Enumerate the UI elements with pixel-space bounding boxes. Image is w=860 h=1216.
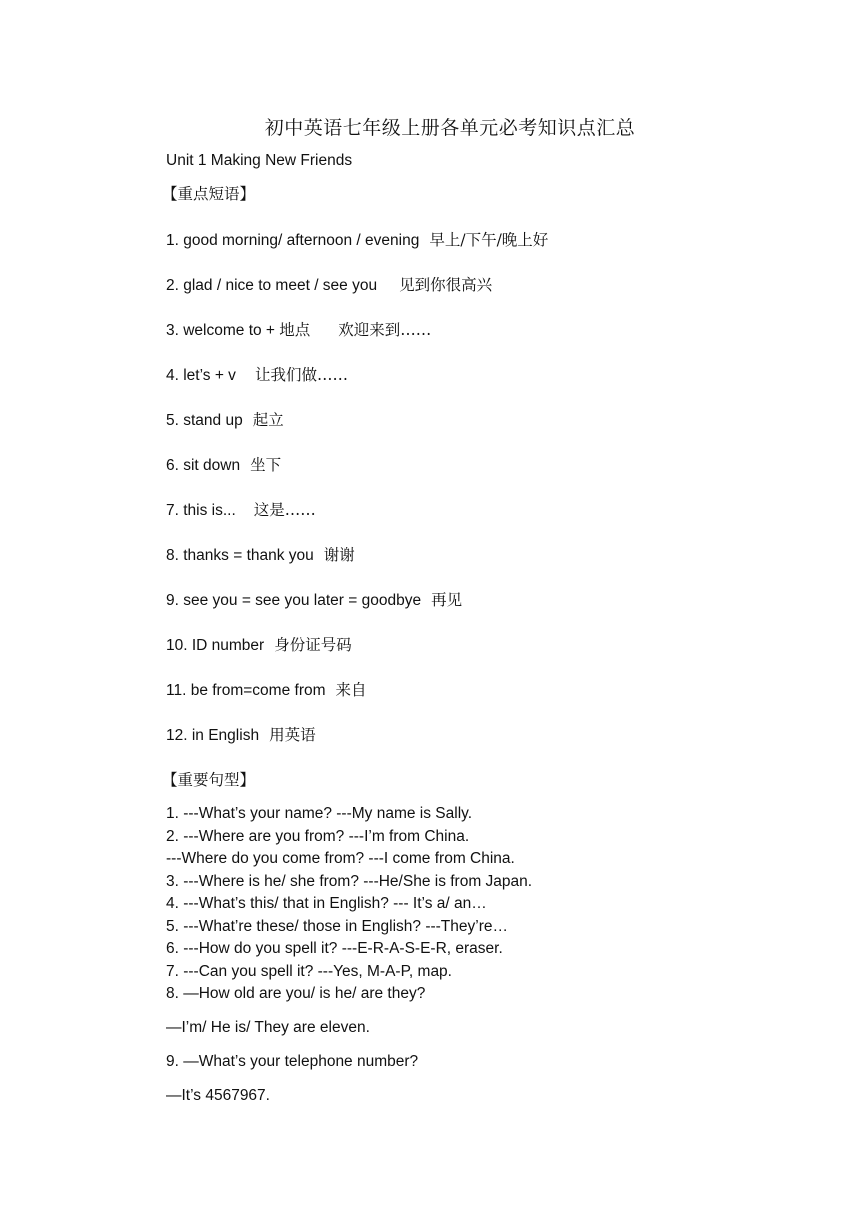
phrase-en: 6. sit down <box>166 457 241 474</box>
phrase-item <box>166 230 548 251</box>
phrase-cn: 让我们做…… <box>254 366 348 384</box>
phrase-en: 3. welcome to + 地点 <box>166 322 311 339</box>
phrase-en: 7. this is... <box>166 502 236 519</box>
phrase-cn: 早上/下午/晚上好 <box>429 231 549 249</box>
phrase-en: 10. ID number <box>166 637 265 654</box>
phrase-en: 11. be from=come from <box>166 682 326 699</box>
sentence-item: 3. ---Where is he/ she from? ---He/She is from Japan. <box>166 873 533 890</box>
sentences-heading: 【重要句型】 <box>162 771 256 789</box>
sentence-item: 1. ---What’s your name? ---My name is Sally. <box>166 805 473 822</box>
phrase-item <box>166 500 316 521</box>
phrase-item <box>166 725 316 746</box>
phrase-cn: 这是…… <box>253 501 316 519</box>
answer-line: —I’m/ He is/ They are eleven. <box>166 1019 370 1036</box>
sentence-item: 7. ---Can you spell it? ---Yes, M-A-P, map. <box>166 963 452 980</box>
phrase-item <box>166 635 352 656</box>
phrase-item <box>166 320 431 341</box>
phrase-en: 12. in English <box>166 727 260 744</box>
phrase-cn: 起立 <box>252 411 284 429</box>
sentence-item: 8. —How old are you/ is he/ are they? <box>166 985 426 1002</box>
phrase-cn: 身份证号码 <box>274 636 352 654</box>
phrases-heading: 【重点短语】 <box>162 185 256 203</box>
phrase-en: 4. let’s + v <box>166 367 236 384</box>
answer-line: —It’s 4567967. <box>166 1087 270 1104</box>
phrase-cn: 谢谢 <box>323 546 355 564</box>
sentence-item: 9. —What’s your telephone number? <box>166 1053 419 1070</box>
phrase-item <box>166 545 355 566</box>
phrase-en: 9. see you = see you later = goodbye <box>166 592 422 609</box>
sentence-item: 2. ---Where are you from? ---I’m from China. <box>166 828 470 845</box>
phrase-en: 5. stand up <box>166 412 243 429</box>
phrase-item <box>166 365 348 386</box>
phrase-item <box>166 275 492 296</box>
phrase-item <box>166 410 284 431</box>
phrase-cn: 欢迎来到…… <box>338 321 432 339</box>
phrase-en: 1. good morning/ afternoon / evening <box>166 232 420 249</box>
sentence-item: 4. ---What’s this/ that in English? --- It’s a/ an… <box>166 895 487 912</box>
phrase-cn: 来自 <box>335 681 367 699</box>
phrase-item <box>166 455 281 476</box>
phrase-item <box>166 590 462 611</box>
phrase-en: 8. thanks = thank you <box>166 547 314 564</box>
sentence-item: ---Where do you come from? ---I come from China. <box>166 850 515 867</box>
sentence-item: 5. ---What’re these/ those in English? ---They’re… <box>166 918 508 935</box>
phrase-cn: 用英语 <box>269 726 316 744</box>
phrase-item <box>166 680 367 701</box>
unit-heading: Unit 1 Making New Friends <box>166 152 353 169</box>
phrase-cn: 见到你很高兴 <box>399 276 493 294</box>
sentence-item: 6. ---How do you spell it? ---E-R-A-S-E-R, eraser. <box>166 940 503 957</box>
phrase-cn: 坐下 <box>250 456 282 474</box>
page-title: 初中英语七年级上册各单元必考知识点汇总 <box>264 117 636 139</box>
phrase-cn: 再见 <box>431 591 463 609</box>
phrase-en: 2. glad / nice to meet / see you <box>166 277 378 294</box>
